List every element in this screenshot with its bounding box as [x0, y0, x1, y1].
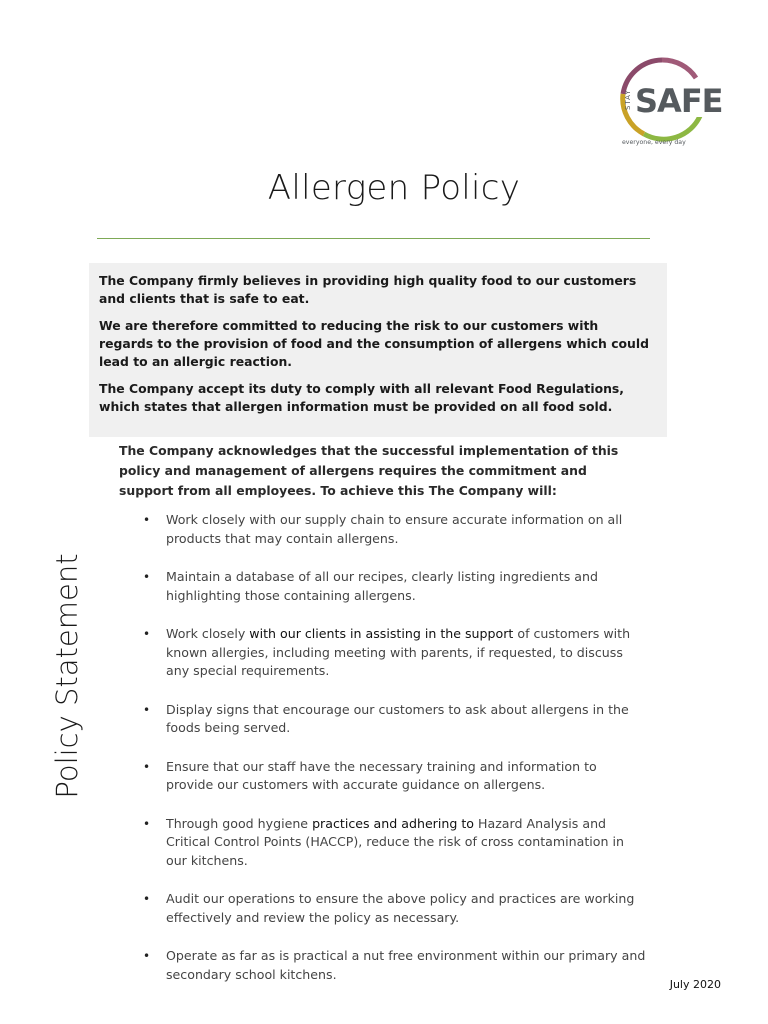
footer-date: July 2020 — [669, 978, 721, 991]
bullet-icon: • — [143, 816, 151, 831]
intro-paragraph: The Company accept its duty to comply with all relevant Food Regulations, which states that allergen information must be provided on all food sold. — [99, 381, 624, 414]
list-item: • Audit our operations to ensure the above policy and practices are working effectively and review the policy as necessary. — [143, 891, 635, 925]
bullet-icon: • — [143, 702, 151, 717]
bullet-icon: • — [143, 949, 151, 963]
list-item: • Maintain a database of all our recipes, clearly listing ingredients and highlighting those containing allergens. — [143, 569, 598, 603]
side-section-label-text: Policy Statement — [50, 553, 84, 799]
list-item: • Display signs that encourage our customers to ask about allergens in the foods being served. — [143, 701, 629, 735]
bullet-icon: • — [143, 627, 151, 641]
bullet-icon: • — [143, 759, 151, 774]
stay-safe-logo-graphic — [600, 54, 724, 150]
bullet-icon: • — [143, 570, 151, 584]
list-item: • Ensure that our staff have the necessary training and information to provide our customers with accurate guidance on allergens. — [143, 758, 597, 792]
list-item: • Operate as far as is practical a nut free environment within our primary and secondary school kitchens. — [143, 948, 646, 982]
page-title: Allergen Policy — [267, 168, 521, 208]
bullet-icon: • — [143, 892, 151, 906]
logo-stay-text: STAY — [624, 89, 632, 110]
list-item: • Through good hygiene practices and adhering to Hazard Analysis and Critical Control Points (HACCP), reduce the risk of cross contamination in our kitchens. — [143, 815, 624, 868]
acknowledgement-paragraph: The Company acknowledges that the successful implementation of this policy and management of allergens requires the commitment and support from all employees. To achieve this The Company will: — [119, 443, 619, 498]
stay-safe-logo — [600, 54, 724, 150]
list-item: • Work closely with our supply chain to ensure accurate information on all products that may contain allergens. — [143, 512, 623, 546]
intro-paragraph: The Company firmly believes in providing high quality food to our customers and clients that is safe to eat. — [99, 273, 637, 306]
logo-safe-text: SAFE — [635, 82, 723, 120]
intro-box — [89, 263, 667, 437]
list-item: • Work closely with our clients in assisting in the support of customers with known allergies, including meeting with parents, if requested, to discuss any special requirements. — [143, 626, 631, 678]
intro-paragraph: We are therefore committed to reducing the risk to our customers with regards to the provision of food and the consumption of allergens which could lead to an allergic reaction. — [99, 318, 649, 369]
bullet-icon: • — [143, 513, 151, 527]
logo-tagline: everyone, every day — [622, 139, 686, 146]
logo-ring-right — [662, 60, 696, 78]
title-divider — [97, 238, 650, 239]
policy-commitments-list — [140, 511, 646, 1004]
side-section-label — [47, 545, 87, 807]
